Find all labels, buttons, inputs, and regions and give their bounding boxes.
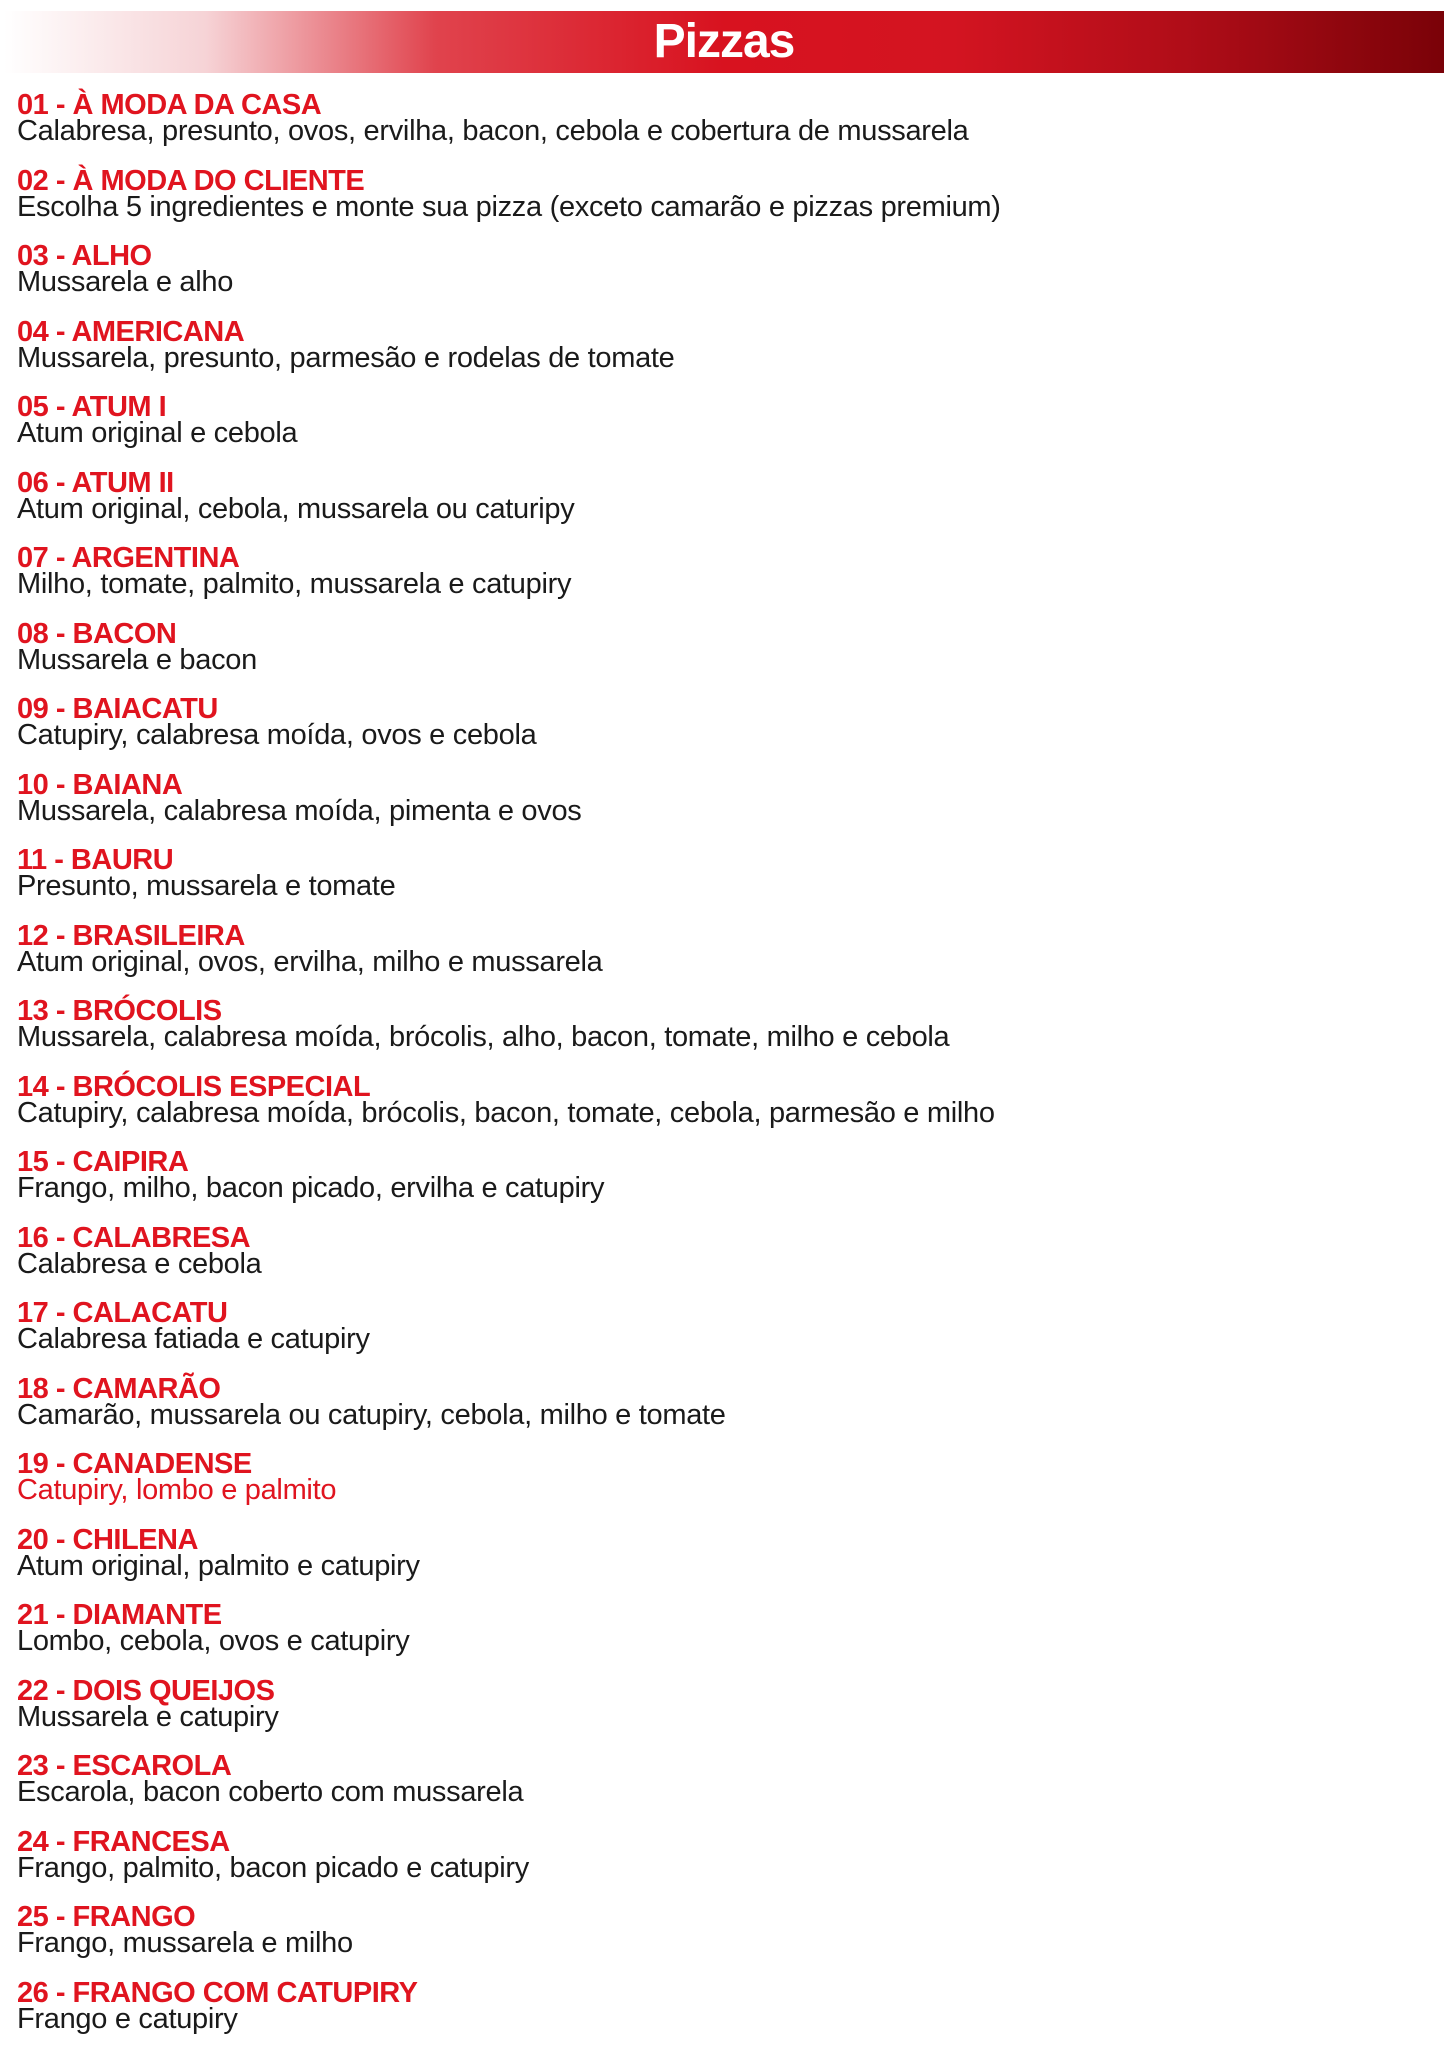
menu-item-title: 03 - ALHO bbox=[17, 243, 1437, 269]
menu-item bbox=[17, 92, 1437, 168]
menu-item-description: Escarola, bacon coberto com mussarela bbox=[17, 1779, 1437, 1805]
menu-item-title: 14 - BRÓCOLIS ESPECIAL bbox=[17, 1074, 1437, 1100]
menu-item bbox=[17, 1829, 1437, 1905]
menu-item-description: Catupiry, calabresa moída, ovos e cebola bbox=[17, 722, 1437, 748]
menu-item bbox=[17, 1753, 1437, 1829]
menu-item-title: 25 - FRANGO bbox=[17, 1904, 1437, 1930]
menu-item-title: 06 - ATUM II bbox=[17, 470, 1437, 496]
menu-item-description: Lombo, cebola, ovos e catupiry bbox=[17, 1628, 1437, 1654]
menu-item-description: Atum original, ovos, ervilha, milho e mussarela bbox=[17, 949, 1437, 975]
menu-item bbox=[17, 1602, 1437, 1678]
menu-item bbox=[17, 1300, 1437, 1376]
menu-item bbox=[17, 1980, 1437, 2055]
menu-item-title: 07 - ARGENTINA bbox=[17, 545, 1437, 571]
menu-item-title: 09 - BAIACATU bbox=[17, 696, 1437, 722]
menu-item bbox=[17, 1149, 1437, 1225]
menu-item bbox=[17, 847, 1437, 923]
menu-item-description: Calabresa fatiada e catupiry bbox=[17, 1326, 1437, 1352]
menu-item bbox=[17, 772, 1437, 848]
menu-item bbox=[17, 319, 1437, 395]
menu-item bbox=[17, 394, 1437, 470]
menu-list bbox=[17, 92, 1437, 2055]
menu-item-title: 26 - FRANGO COM CATUPIRY bbox=[17, 1980, 1437, 2006]
menu-item-description: Mussarela, presunto, parmesão e rodelas de tomate bbox=[17, 345, 1437, 371]
menu-item bbox=[17, 998, 1437, 1074]
page-title: Pizzas bbox=[4, 11, 1444, 73]
menu-item bbox=[17, 923, 1437, 999]
menu-item bbox=[17, 168, 1437, 244]
menu-item-description: Frango, mussarela e milho bbox=[17, 1930, 1437, 1956]
menu-item bbox=[17, 621, 1437, 697]
menu-item-title: 19 - CANADENSE bbox=[17, 1451, 1437, 1477]
menu-item-description: Mussarela e catupiry bbox=[17, 1704, 1437, 1730]
menu-item bbox=[17, 1451, 1437, 1527]
menu-item bbox=[17, 1678, 1437, 1754]
menu-item-description: Frango e catupiry bbox=[17, 2006, 1437, 2032]
menu-item-title: 17 - CALACATU bbox=[17, 1300, 1437, 1326]
menu-item bbox=[17, 1074, 1437, 1150]
menu-item-description: Frango, palmito, bacon picado e catupiry bbox=[17, 1855, 1437, 1881]
menu-item-description: Milho, tomate, palmito, mussarela e catupiry bbox=[17, 571, 1437, 597]
header-bar bbox=[4, 11, 1444, 73]
menu-item-title: 24 - FRANCESA bbox=[17, 1829, 1437, 1855]
menu-item-description: Calabresa, presunto, ovos, ervilha, bacon, cebola e cobertura de mussarela bbox=[17, 118, 1437, 144]
menu-item-title: 15 - CAIPIRA bbox=[17, 1149, 1437, 1175]
menu-item-title: 10 - BAIANA bbox=[17, 772, 1437, 798]
menu-item-title: 13 - BRÓCOLIS bbox=[17, 998, 1437, 1024]
menu-item-title: 21 - DIAMANTE bbox=[17, 1602, 1437, 1628]
menu-item-description: Presunto, mussarela e tomate bbox=[17, 873, 1437, 899]
menu-item-description: Mussarela, calabresa moída, brócolis, alho, bacon, tomate, milho e cebola bbox=[17, 1024, 1437, 1050]
menu-item-description: Atum original, palmito e catupiry bbox=[17, 1553, 1437, 1579]
menu-item-description: Mussarela e bacon bbox=[17, 647, 1437, 673]
menu-item-description: Mussarela, calabresa moída, pimenta e ovos bbox=[17, 798, 1437, 824]
menu-item-title: 02 - À MODA DO CLIENTE bbox=[17, 168, 1437, 194]
menu-item-title: 04 - AMERICANA bbox=[17, 319, 1437, 345]
menu-item-description: Calabresa e cebola bbox=[17, 1251, 1437, 1277]
menu-item bbox=[17, 470, 1437, 546]
menu-item bbox=[17, 696, 1437, 772]
menu-item-description: Atum original, cebola, mussarela ou caturipy bbox=[17, 496, 1437, 522]
menu-item bbox=[17, 545, 1437, 621]
menu-item bbox=[17, 243, 1437, 319]
menu-item-title: 23 - ESCAROLA bbox=[17, 1753, 1437, 1779]
menu-item-description: Escolha 5 ingredientes e monte sua pizza (exceto camarão e pizzas premium) bbox=[17, 194, 1437, 220]
menu-item-title: 16 - CALABRESA bbox=[17, 1225, 1437, 1251]
menu-item-description: Catupiry, calabresa moída, brócolis, bacon, tomate, cebola, parmesão e milho bbox=[17, 1100, 1437, 1126]
menu-item bbox=[17, 1527, 1437, 1603]
menu-item bbox=[17, 1376, 1437, 1452]
menu-item-description: Mussarela e alho bbox=[17, 269, 1437, 295]
menu-item-title: 22 - DOIS QUEIJOS bbox=[17, 1678, 1437, 1704]
menu-item-title: 05 - ATUM I bbox=[17, 394, 1437, 420]
menu-item-description: Frango, milho, bacon picado, ervilha e catupiry bbox=[17, 1175, 1437, 1201]
menu-item-description: Catupiry, lombo e palmito bbox=[17, 1477, 1437, 1503]
menu-item bbox=[17, 1904, 1437, 1980]
menu-item-description: Camarão, mussarela ou catupiry, cebola, milho e tomate bbox=[17, 1402, 1437, 1428]
menu-item-title: 08 - BACON bbox=[17, 621, 1437, 647]
menu-item-title: 18 - CAMARÃO bbox=[17, 1376, 1437, 1402]
menu-item-description: Atum original e cebola bbox=[17, 420, 1437, 446]
menu-item-title: 20 - CHILENA bbox=[17, 1527, 1437, 1553]
menu-item-title: 12 - BRASILEIRA bbox=[17, 923, 1437, 949]
menu-item-title: 11 - BAURU bbox=[17, 847, 1437, 873]
menu-item-title: 01 - À MODA DA CASA bbox=[17, 92, 1437, 118]
menu-item bbox=[17, 1225, 1437, 1301]
